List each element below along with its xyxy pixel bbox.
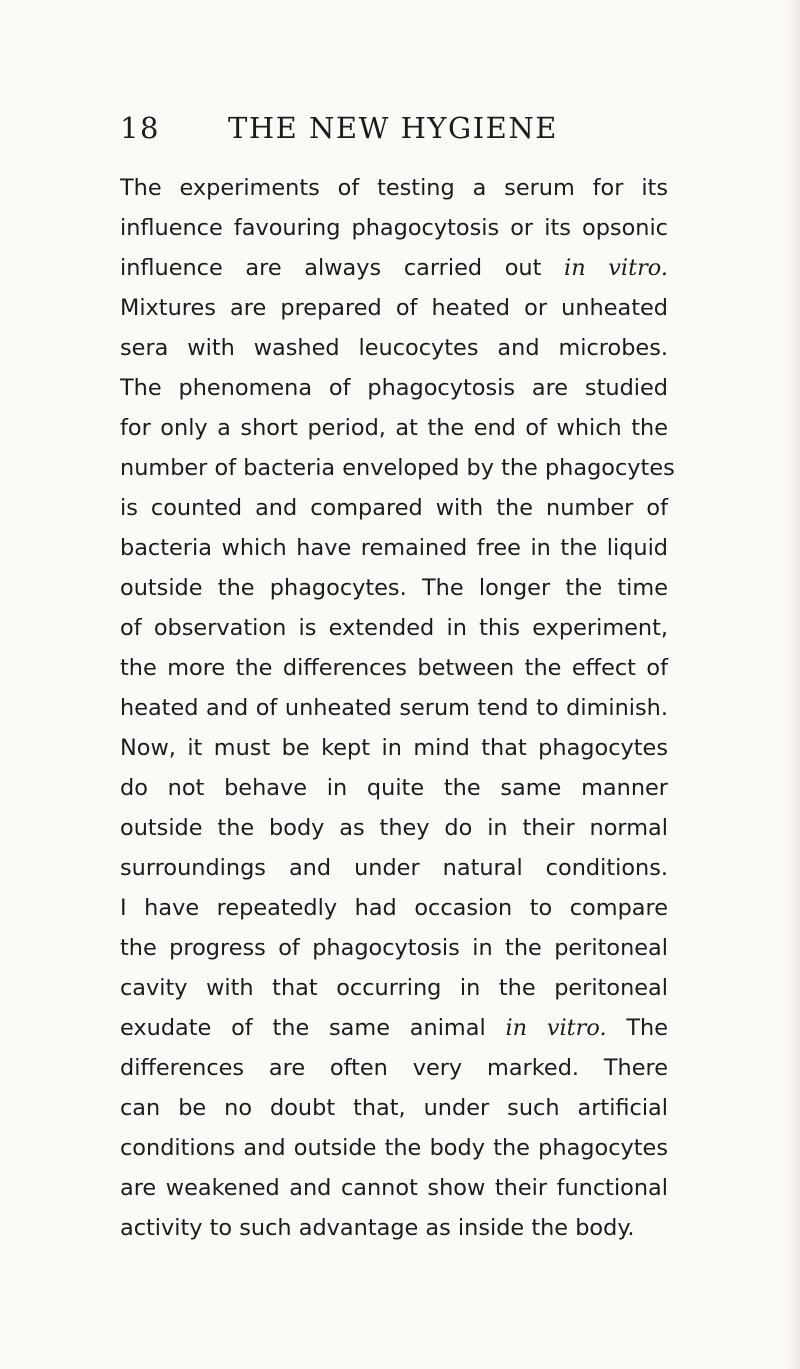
- text-run: are weakened and cannot show their functional: [120, 1175, 668, 1201]
- page-number: 18: [120, 111, 160, 145]
- text-line: [120, 448, 675, 488]
- text-run: the more the differences between the effect of: [120, 655, 668, 681]
- text-line: [120, 848, 668, 888]
- text-run: The phenomena of phagocytosis are studied: [120, 375, 668, 401]
- text-run: outside the body as they do in their normal: [120, 815, 668, 841]
- page-header: [120, 106, 668, 150]
- text-line: [120, 808, 668, 848]
- text-line: [120, 408, 668, 448]
- text-line: [120, 1208, 668, 1248]
- text-line: [120, 648, 668, 688]
- text-line: [120, 1048, 668, 1088]
- text-line: [120, 488, 668, 528]
- text-line: [120, 248, 668, 288]
- text-line: [120, 1088, 668, 1128]
- text-line: [120, 1168, 668, 1208]
- text-line: [120, 168, 668, 208]
- text-line: [120, 1008, 668, 1048]
- text-run: sera with washed leucocytes and microbes.: [120, 335, 668, 361]
- text-line: [120, 608, 668, 648]
- text-run: The: [606, 1015, 668, 1041]
- text-run: Now, it must be kept in mind that phagocytes: [120, 735, 668, 761]
- text-line: [120, 368, 668, 408]
- running-title: THE NEW HYGIENE: [228, 111, 558, 145]
- text-run: The experiments of testing a serum for its: [120, 175, 668, 201]
- text-run: exudate of the same animal: [120, 1015, 506, 1041]
- text-line: [120, 208, 668, 248]
- text-run: for only a short period, at the end of which the: [120, 415, 668, 441]
- text-run: Mixtures are prepared of heated or unheated: [120, 295, 668, 321]
- text-line: [120, 768, 668, 808]
- text-line: [120, 528, 668, 568]
- text-line: [120, 968, 668, 1008]
- page-edge-shadow: [786, 0, 800, 1369]
- text-run: influence are always carried out: [120, 255, 565, 281]
- text-run: bacteria which have remained free in the liquid: [120, 535, 668, 561]
- text-line: [120, 1128, 668, 1168]
- text-run: I have repeatedly had occasion to compare: [120, 895, 668, 921]
- italic-phrase: in vitro.: [505, 1015, 607, 1041]
- text-run: can be no doubt that, under such artificial: [120, 1095, 668, 1121]
- text-run: do not behave in quite the same manner: [120, 775, 668, 801]
- text-run: differences are often very marked. There: [120, 1055, 668, 1081]
- text-run: activity to such advantage as inside the body.: [120, 1215, 635, 1241]
- text-run: outside the phagocytes. The longer the time: [120, 575, 668, 601]
- text-line: [120, 568, 668, 608]
- text-run: of observation is extended in this experiment,: [120, 615, 668, 641]
- text-line: [120, 288, 668, 328]
- body-paragraph: [120, 168, 675, 1248]
- text-run: is counted and compared with the number of: [120, 495, 668, 521]
- text-line: [120, 688, 668, 728]
- italic-phrase: in vitro.: [564, 255, 668, 281]
- text-run: number of bacteria enveloped by the phagocytes: [120, 455, 675, 481]
- text-line: [120, 328, 668, 368]
- text-run: surroundings and under natural conditions.: [120, 855, 668, 881]
- text-run: the progress of phagocytosis in the peritoneal: [120, 935, 668, 961]
- text-run: cavity with that occurring in the peritoneal: [120, 975, 668, 1001]
- text-run: heated and of unheated serum tend to diminish.: [120, 695, 668, 721]
- text-line: [120, 888, 668, 928]
- text-line: [120, 928, 668, 968]
- text-run: influence favouring phagocytosis or its opsonic: [120, 215, 668, 241]
- text-line: [120, 728, 668, 768]
- text-run: conditions and outside the body the phagocytes: [120, 1135, 668, 1161]
